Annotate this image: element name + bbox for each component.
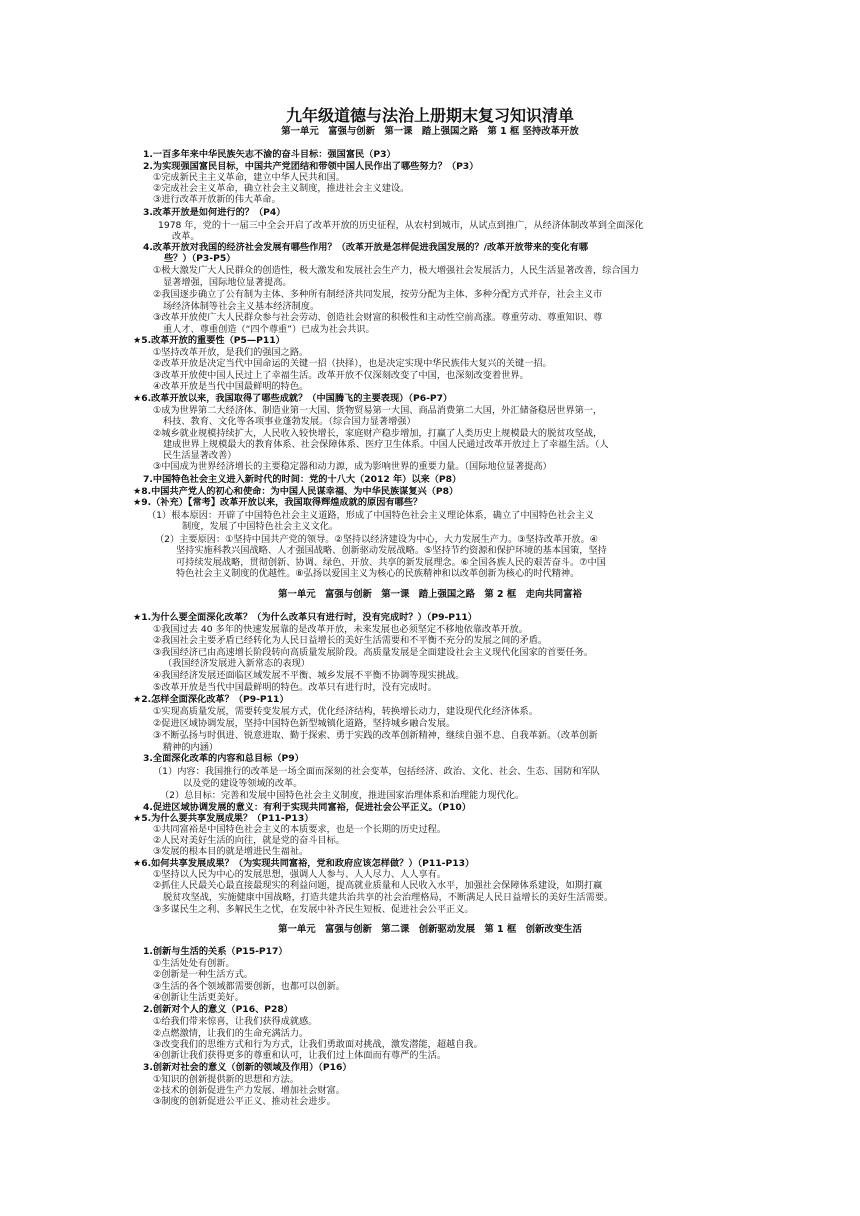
text-line: ②人民对美好生活的向往，就是党的奋斗目标。 bbox=[153, 835, 345, 846]
text-line: 民生活显著改善） bbox=[163, 450, 237, 461]
text-line: 制度，发展了中国特色社会主义文化。 bbox=[182, 521, 339, 532]
text-line: 可持续发展战略，贯彻创新、协调、绿色、开放、共享的新发展理念。⑥全国各族人民的艰苦奋斗。⑦中国 bbox=[176, 557, 606, 568]
text-line: （2）主要原因：①坚持中国共产党的领导。②坚持以经济建设为中心，大力发展生产力。③坚持改革开放。④ bbox=[155, 534, 599, 545]
question-line: ★5.改革开放的重要性（P5—P11） bbox=[133, 335, 285, 346]
text-line: ①坚持改革开放，是我们的强国之路。 bbox=[153, 347, 309, 358]
text-line: ①我国过去 40 多年的快速发展靠的是改革开放，未来发展也必须坚定不移地依靠改革开放。 bbox=[153, 624, 528, 635]
text-line: ②城乡就业规模持续扩大，人民收入较快增长，家庭财产稳步增加，打赢了人类历史上规模最大的脱贫攻坚战， bbox=[153, 428, 603, 439]
text-line: ②点燃激情，让我们的生命充满活力。 bbox=[153, 1028, 309, 1039]
text-line: ③改变我们的思维方式和行为方式，让我们勇敢面对挑战，激发潜能，超越自我。 bbox=[153, 1039, 483, 1050]
question-line: 4.改革开放对我国的经济社会发展有哪些作用？（改革开放是怎样促进我国发展的？/改革开放带来的变化有哪 bbox=[143, 242, 589, 253]
question-line: ★6.改革开放以来，我国取得了哪些成就？（中国腾飞的主要表现）（P6-P7） bbox=[133, 393, 453, 404]
question-line: 3.全面深化改革的内容和总目标（P9） bbox=[143, 753, 304, 764]
text-line: （2）总目标：完善和发展中国特色社会主义制度，推进国家治理体系和治理能力现代化。 bbox=[160, 790, 525, 801]
text-line: ②我国社会主要矛盾已经转化为人民日益增长的美好生活需要和不平衡不充分的发展之间的矛盾。 bbox=[153, 635, 548, 646]
text-line: ①完成新民主主义革命，建立中华人民共和国。 bbox=[153, 172, 345, 183]
text-line: ①共同富裕是中国特色社会主义的本质要求，也是一个长期的历史过程。 bbox=[153, 824, 447, 835]
text-line: ②我国逐步确立了公有制为主体、多种所有制经济共同发展，按劳分配为主体、多种分配方式并存，社会主义市 bbox=[153, 289, 603, 300]
text-line: ③制度的创新促进公平正义、推动社会进步。 bbox=[153, 1096, 336, 1107]
text-line: （1）根本原因：开辟了中国特色社会主义道路，形成了中国特色社会主义理论体系，确立了中国特色社会主义 bbox=[147, 510, 594, 521]
text-line: ③多谋民生之利、多解民生之忧，在发展中补齐民生短板、促进社会公平正义。 bbox=[153, 904, 474, 915]
text-line: 脱贫攻坚战，实施健康中国战略，打造共建共治共享的社会治理格局，不断满足人民日益增长的美好生活需要。 bbox=[163, 892, 614, 903]
text-line: 科技、教育、文化等各项事业蓬勃发展。（综合国力显著增强） bbox=[163, 416, 416, 427]
text-line: ④创新让我们获得更多的尊重和认可，让我们过上体面而有尊严的生活。 bbox=[153, 1050, 447, 1061]
text-line: 场经济体制等社会主义基本经济制度。 bbox=[163, 301, 320, 312]
text-line: 坚持实施科教兴国战略、人才强国战略、创新驱动发展战略。⑤坚持节约资源和保护环境的基本国策，坚持 bbox=[176, 545, 607, 556]
text-line: ①生活处处有创新。 bbox=[153, 958, 235, 969]
question-line: ★6.如何共享发展成果？（为实现共同富裕，党和政府应该怎样做？）（P11-P13） bbox=[133, 858, 475, 869]
text-line: ②改革开放是决定当代中国命运的关键一招（抉择），也是决定实现中华民族伟大复兴的关键一招。 bbox=[153, 358, 552, 369]
section-heading: 第一单元 富强与创新 第一课 踏上强国之路 第 2 框 走向共同富裕 bbox=[278, 589, 582, 600]
text-line: ②创新是一种生活方式。 bbox=[153, 969, 254, 980]
question-line: ★1.为什么要全面深化改革？（为什么改革只有进行时，没有完成时？）（P9-P11） bbox=[133, 612, 477, 623]
text-line: ①成为世界第二大经济体、制造业第一大国、货物贸易第一大国、商品消费第二大国，外汇储备稳居世界第一， bbox=[153, 405, 603, 416]
text-line: 以及党的建设等领域的改革。 bbox=[183, 778, 303, 789]
text-line: ②技术的创新促进生产力发展、增加社会财富。 bbox=[153, 1085, 345, 1096]
text-line: 重人才、尊重创造（“四个尊重”）已成为社会共识。 bbox=[163, 324, 375, 335]
question-line: ★5.为什么要共享发展成果？（P11-P13） bbox=[133, 813, 314, 824]
text-line: ①坚持以人民为中心的发展思想，强调人人参与、人人尽力、人人享有。 bbox=[153, 869, 447, 880]
question-line: 1.创新与生活的关系（P15-P17） bbox=[143, 946, 288, 957]
section-heading: 第一单元 富强与创新 第二课 创新驱动发展 第 1 框 创新改变生活 bbox=[278, 924, 582, 935]
text-line: ②促进区域协调发展，坚持中国特色新型城镇化道路，坚持城乡融合发展。 bbox=[153, 718, 456, 729]
question-line: 7.中国特色社会主义进入新时代的时间：党的十八大（2012 年）以来（P8） bbox=[143, 474, 462, 485]
text-line: ②完成社会主义革命，确立社会主义制度，推进社会主义建设。 bbox=[153, 183, 410, 194]
text-line: ③进行改革开放新的伟大革命。 bbox=[153, 194, 281, 205]
text-line: ④创新让生活更美好。 bbox=[153, 992, 244, 1003]
text-line: ③不断弘扬与时俱进、锐意进取、勤于探索、勇于实践的改革创新精神，继续自强不息、自我革新。（改革创新 bbox=[153, 730, 598, 741]
question-line: 2.创新对个人的意义（P16、P28） bbox=[143, 1004, 293, 1015]
question-line: 3.创新对社会的意义（创新的领域及作用）（P16） bbox=[143, 1062, 352, 1073]
section-heading: 第一单元 富强与创新 第一课 踏上强国之路 第 1 框 坚持改革开放 bbox=[281, 126, 579, 137]
page-title: 九年级道德与法治上册期末复习知识清单 bbox=[285, 106, 574, 125]
text-line: 显著增强，国际地位显著提高。 bbox=[163, 277, 292, 288]
text-line: ③中国成为世界经济增长的主要稳定器和动力源，成为影响世界的重要力量。（国际地位显著提高） bbox=[153, 461, 552, 472]
text-line: （1）内容：我国推行的改革是一场全面而深刻的社会变革，包括经济、政治、文化、社会、生态、国防和军队 bbox=[153, 766, 600, 777]
text-line: （我国经济发展进入新常态的表现） bbox=[163, 658, 310, 669]
text-line: 精神的内涵） bbox=[163, 742, 219, 753]
text-line: ③发展的根本目的就是增进民生福祉。 bbox=[153, 846, 309, 857]
text-line: 1978 年，党的十一届三中全会开启了改革开放的历史征程，从农村到城市，从试点到推广，从经济体制改革到全面深化 bbox=[158, 220, 644, 231]
text-line: ④我国经济发展还面临区域发展不平衡、城乡发展不平衡不协调等现实挑战。 bbox=[153, 670, 465, 681]
question-line: 4.促进区域协调发展的意义：有利于实现共同富裕，促进社会公平正义。（P10） bbox=[143, 802, 471, 813]
text-line: 改革。 bbox=[172, 231, 200, 242]
question-line: 2.为实现强国富民目标，中国共产党团结和带领中国人民作出了哪些努力？（P3） bbox=[143, 161, 479, 172]
text-line: ①实现高质量发展，需要转变发展方式，优化经济结构，转换增长动力，建设现代化经济体系。 bbox=[153, 706, 538, 717]
text-line: ③改革开放使广大人民群众参与社会劳动、创造社会财富的积极性和主动性空前高涨。尊重劳动、尊重知识、尊 bbox=[153, 312, 603, 323]
question-line: ★9.（补充）【常考】改革开放以来，我国取得辉煌成就的原因有哪些？ bbox=[133, 497, 423, 508]
text-line: ③我国经济已由高速增长阶段转向高质量发展阶段。高质量发展是全面建设社会主义现代化国家的首要任务。 bbox=[153, 647, 594, 658]
text-line: ②抓住人民最关心最直接最现实的利益问题，提高就业质量和人民收入水平，加强社会保障体系建设，如期打赢 bbox=[153, 880, 603, 891]
question-line: 1.一百多年来中华民族矢志不渝的奋斗目标：强国富民（P3） bbox=[143, 149, 396, 160]
text-line: ③改革开放使中国人民过上了幸福生活。改革开放不仅深刻改变了中国，也深刻改变着世界。 bbox=[153, 370, 529, 381]
question-line: 些？）（P3-P5） bbox=[164, 253, 236, 264]
question-line: ★2.怎样全面深化改革？（P9-P11） bbox=[133, 694, 289, 705]
text-line: ①给我们带来惊喜，让我们获得成就感。 bbox=[153, 1016, 318, 1027]
text-line: ⑤改革开放是当代中国最鲜明的特色。改革只有进行时，没有完成时。 bbox=[153, 682, 437, 693]
text-line: ①知识的创新提供新的思想和方法。 bbox=[153, 1074, 300, 1085]
question-line: ★8.中国共产党人的初心和使命：为中国人民谋幸福、为中华民族谋复兴（P8） bbox=[133, 486, 459, 497]
question-line: 3.改革开放是如何进行的？（P4） bbox=[143, 207, 286, 218]
text-line: ①极大激发广大人民群众的创造性，极大激发和发展社会生产力，极大增强社会发展活力，人民生活显著改善，综合国力 bbox=[153, 265, 639, 276]
text-line: 特色社会主义制度的优越性。⑧弘扬以爱国主义为核心的民族精神和以改革创新为核心的时代精神。 bbox=[176, 568, 580, 579]
text-line: 建成世界上规模最大的教育体系、社会保障体系、医疗卫生体系。中国人民通过改革开放过上了幸福生活。（人 bbox=[163, 439, 609, 450]
text-line: ④改革开放是当代中国最鲜明的特色。 bbox=[153, 381, 309, 392]
text-line: ③生活的各个领域都需要创新，也都可以创新。 bbox=[153, 981, 345, 992]
